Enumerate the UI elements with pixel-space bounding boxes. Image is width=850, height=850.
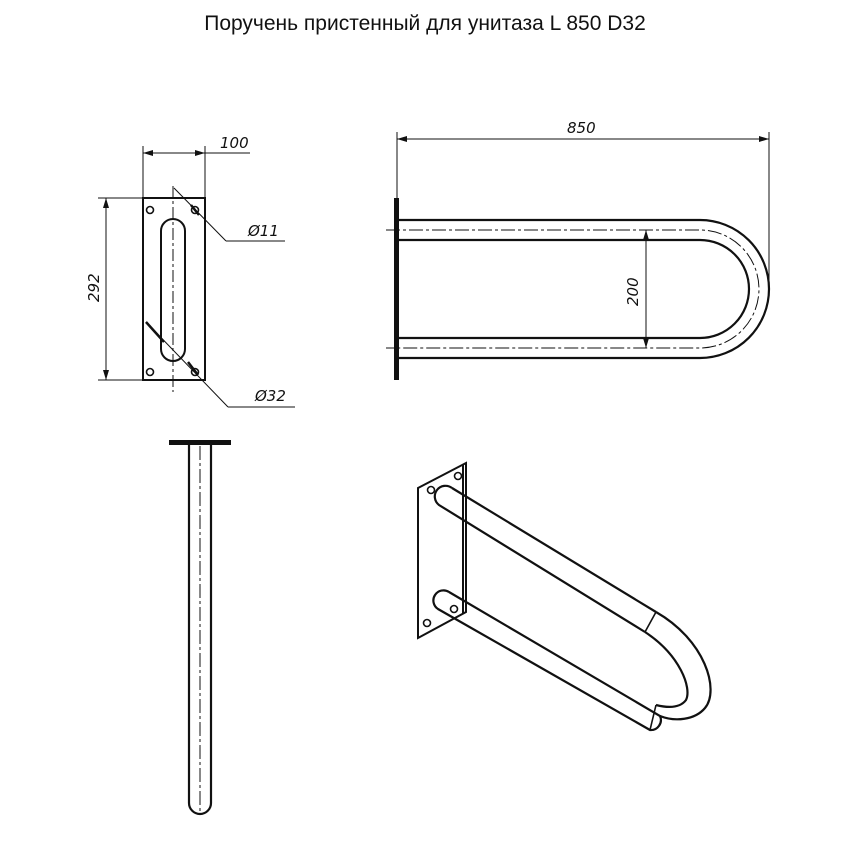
side-view bbox=[169, 440, 231, 814]
iso-bend-seam-upper bbox=[645, 612, 656, 632]
iso-bend-inner bbox=[645, 632, 687, 707]
top-view bbox=[386, 198, 769, 380]
mounting-hole-bl bbox=[147, 369, 154, 376]
dim-label-length: 850 bbox=[567, 119, 596, 137]
isometric-view bbox=[418, 463, 711, 730]
dimension-plate-width bbox=[143, 146, 250, 198]
front-view bbox=[143, 186, 205, 392]
mounting-plate-front bbox=[143, 198, 205, 380]
dim-label-hole-diameter: Ø11 bbox=[248, 222, 279, 240]
dim-label-plate-width: 100 bbox=[220, 134, 249, 152]
rail-centerline bbox=[386, 230, 759, 348]
mounting-plate-side bbox=[394, 198, 399, 380]
iso-bend-seam-lower bbox=[650, 705, 656, 730]
dim-label-tube-diameter: Ø32 bbox=[255, 387, 286, 405]
side-plate bbox=[169, 440, 231, 445]
rail-inner-contour bbox=[399, 240, 749, 338]
dim-label-plate-height: 292 bbox=[85, 273, 103, 302]
iso-lower-tube bbox=[433, 590, 660, 730]
iso-upper-tube-inner bbox=[452, 488, 656, 612]
dimension-length bbox=[397, 132, 769, 289]
dimension-plate-height bbox=[98, 198, 143, 380]
mounting-hole-tl bbox=[147, 207, 154, 214]
drawing-title: Поручень пристенный для унитаза L 850 D32 bbox=[204, 12, 646, 35]
dim-label-spacing: 200 bbox=[624, 277, 642, 306]
